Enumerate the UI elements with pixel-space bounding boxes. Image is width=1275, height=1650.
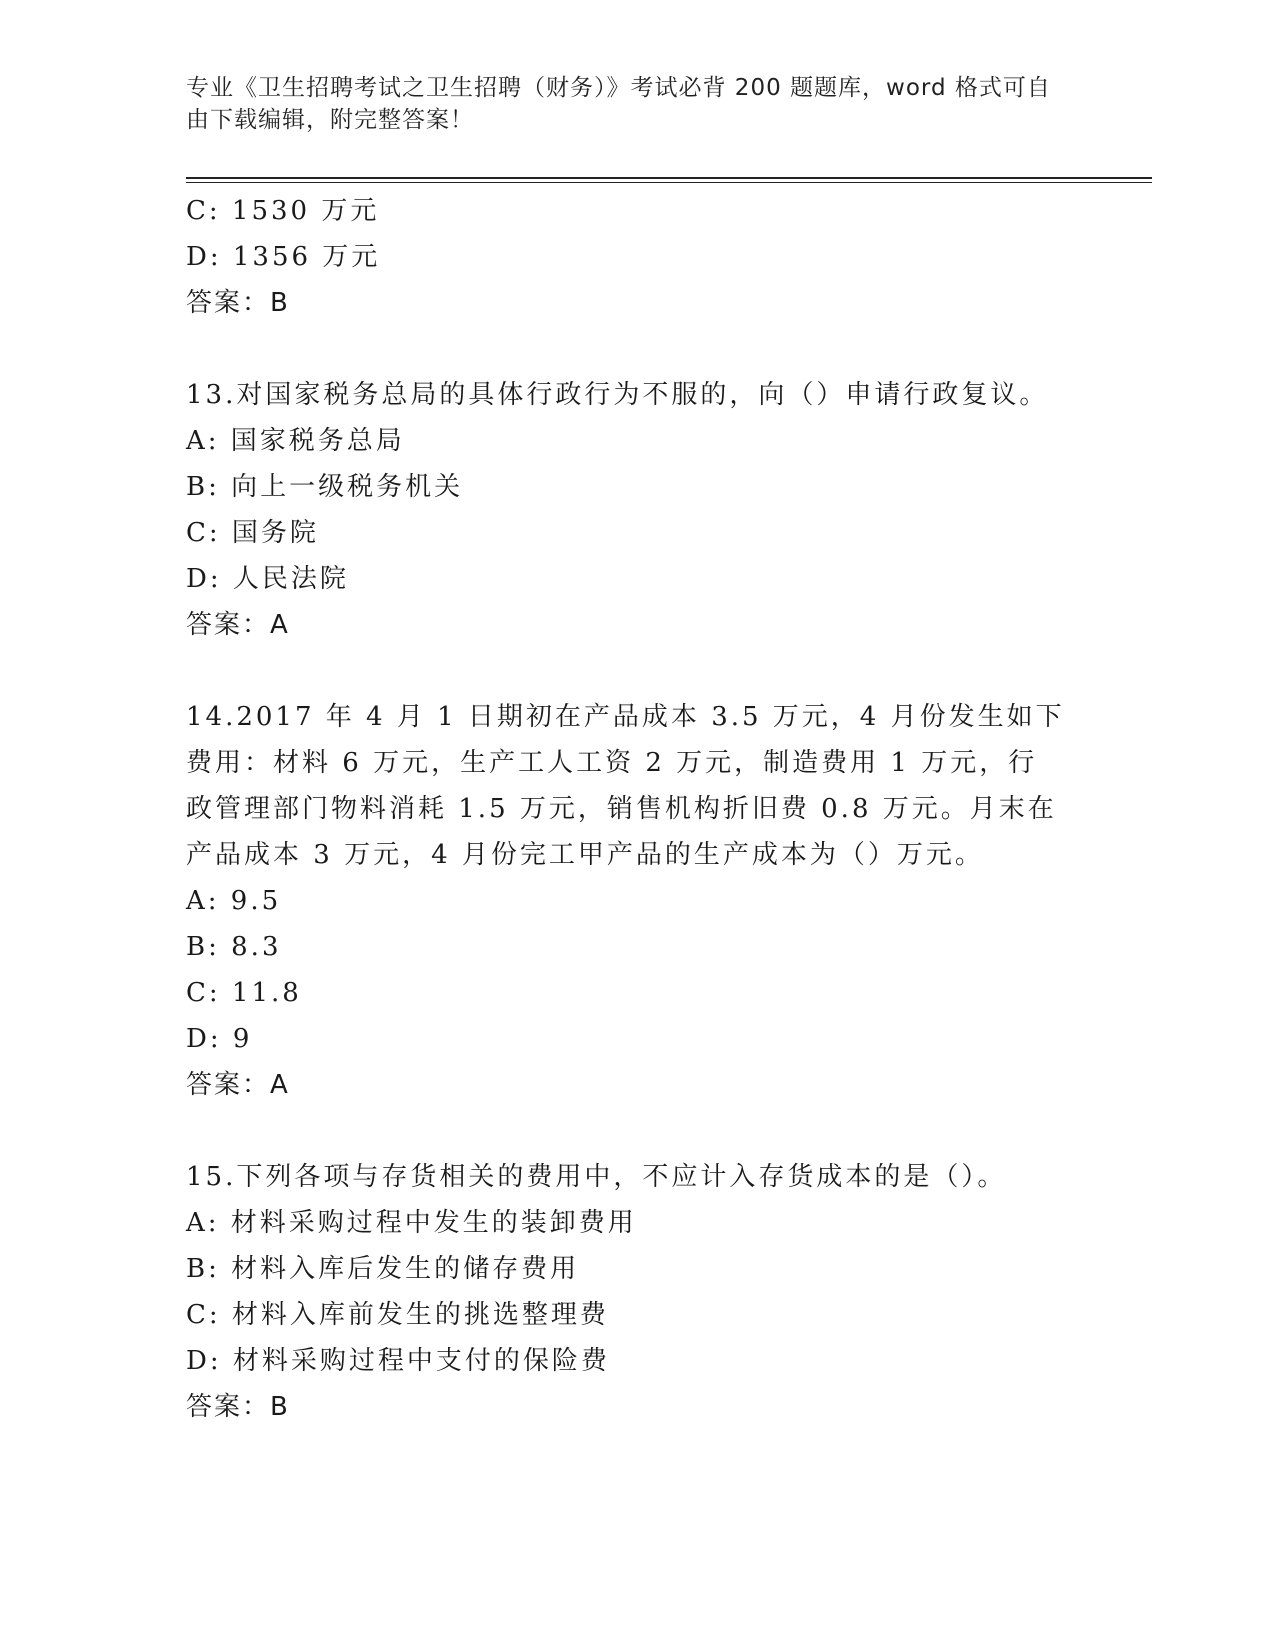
option-c: C: 1530 万元 — [186, 196, 380, 226]
question-stem: 14.2017 年 4 月 1 日期初在产品成本 3.5 万元，4 月份发生如下费用：材料 6 万元，生产工人工资 2 万元，制造费用 1 万元，行政管理部门物料消耗 1.5 万元，销售机构折旧费 0.8 万元。月末在产品成本 3 万元，4 月份完工甲产品的生产成本为（）万元。 — [186, 702, 1065, 870]
option-a: A: 9.5 — [186, 886, 282, 916]
option-c: C: 11.8 — [186, 978, 302, 1008]
spacer — [186, 648, 1066, 694]
option-b: B: 8.3 — [186, 932, 282, 962]
option-b: B: 向上一级税务机关 — [186, 472, 464, 502]
document-header: 专业《卫生招聘考试之卫生招聘（财务）》考试必背 200 题题库，word 格式可自由下载编辑，附完整答案！ — [186, 75, 1051, 133]
option-c: C: 材料入库前发生的挑选整理费 — [186, 1300, 609, 1330]
answer-line: 答案：A — [186, 610, 290, 640]
option-d: D: 9 — [186, 1024, 253, 1054]
header-rule-thick — [186, 177, 1152, 179]
option-a: A: 材料采购过程中发生的装卸费用 — [186, 1208, 637, 1238]
option-d: D: 1356 万元 — [186, 242, 381, 272]
question-list — [186, 188, 1066, 1430]
question-continued — [186, 188, 1066, 326]
option-d: D: 材料采购过程中支付的保险费 — [186, 1346, 610, 1376]
option-d: D: 人民法院 — [186, 564, 349, 594]
question-13 — [186, 372, 1066, 648]
option-b: B: 材料入库后发生的储存费用 — [186, 1254, 580, 1284]
option-a: A: 国家税务总局 — [186, 426, 405, 456]
answer-line: 答案：B — [186, 288, 290, 318]
question-stem: 15.下列各项与存货相关的费用中，不应计入存货成本的是（）。 — [186, 1162, 1007, 1192]
question-15 — [186, 1154, 1066, 1430]
question-stem: 13.对国家税务总局的具体行政行为不服的，向（）申请行政复议。 — [186, 380, 1049, 410]
answer-line: 答案：A — [186, 1070, 290, 1100]
header-rule-thin — [186, 182, 1152, 183]
option-c: C: 国务院 — [186, 518, 319, 548]
spacer — [186, 326, 1066, 372]
question-14 — [186, 694, 1066, 1108]
spacer — [186, 1108, 1066, 1154]
answer-line: 答案：B — [186, 1392, 290, 1422]
